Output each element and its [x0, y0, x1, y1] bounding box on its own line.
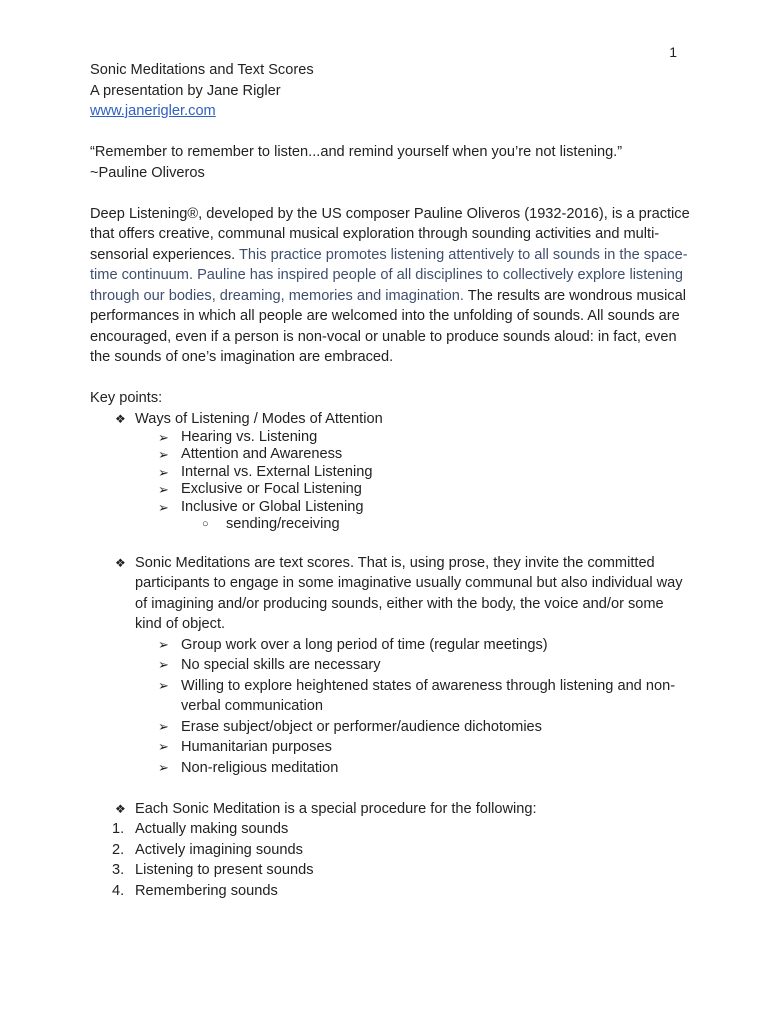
arrow-bullet-icon: ➢ — [158, 657, 169, 673]
list-item: ➢ Humanitarian purposes — [90, 737, 690, 758]
intro-paragraph: Deep Listening®, developed by the US composer Pauline Oliveros (1932-2016), is a practice that offers creative, communal musical exploration through sounding activities and multi-sensorial experiences. This practice promotes listening attentively to all sounds in the space-time continuum. Pauline has inspired people of all disciplines to collectively explore listening through our bodies, dreaming, memories and imagination. The results are wondrous musical performances in which all people are welcomed into the unfolding of sounds. All sounds are encouraged, even if a person is non-vocal or unable to produce sounds aloud: in fact, even the sounds of one’s imagination are embraced. — [90, 205, 690, 365]
bullet-text: Each Sonic Meditation is a special procedure for the following: — [135, 800, 537, 817]
page-number: 1 — [669, 44, 677, 60]
document-subtitle: A presentation by Jane Rigler — [90, 82, 281, 99]
list-item: ➢ Erase subject/object or performer/audience dichotomies — [90, 717, 690, 738]
bullet-ways-of-listening — [90, 409, 690, 430]
list-item: ➢ Attention and Awareness — [158, 446, 343, 463]
list-item: ➢ Hearing vs. Listening — [158, 429, 318, 445]
list-item: ➢ Internal vs. External Listening — [158, 463, 373, 480]
list-subitem: ○ sending/receiving — [202, 516, 340, 533]
diamond-bullet-icon: ❖ — [115, 555, 126, 570]
numbered-item: 4. Remembering sounds — [112, 882, 278, 899]
circle-bullet-icon: ○ — [202, 518, 209, 531]
arrow-bullet-icon: ➢ — [158, 739, 169, 755]
bullet-text: Ways of Listening / Modes of Attention — [135, 410, 383, 427]
list-item: ➢ Inclusive or Global Listening — [158, 498, 364, 515]
list-item: ➢ Non-religious meditation — [90, 758, 690, 779]
arrow-bullet-icon: ➢ — [158, 499, 169, 515]
arrow-bullet-icon: ➢ — [158, 430, 169, 445]
arrow-bullet-icon: ➢ — [158, 759, 169, 775]
numbered-item: 1. Actually making sounds — [112, 821, 289, 838]
document-body — [90, 60, 690, 901]
numbered-item: 2. Actively imagining sounds — [112, 841, 303, 858]
arrow-bullet-icon: ➢ — [158, 677, 169, 693]
list-item: ➢ No special skills are necessary — [90, 655, 690, 676]
numbered-item: 3. Listening to present sounds — [112, 862, 314, 879]
bullet-sonic-meditations — [90, 553, 690, 635]
quote-attribution: ~Pauline Oliveros — [90, 164, 205, 181]
quote-text: “Remember to remember to listen...and remind yourself when you’re not listening.” — [90, 144, 623, 160]
sonic-meditation-features-list — [90, 635, 690, 779]
website-link[interactable]: www.janerigler.com — [90, 103, 216, 119]
arrow-bullet-icon: ➢ — [158, 482, 169, 498]
list-item: ➢ Group work over a long period of time (regular meetings) — [90, 635, 690, 656]
bullet-special-procedure — [90, 799, 690, 820]
diamond-bullet-icon: ❖ — [115, 801, 126, 816]
diamond-bullet-icon: ❖ — [115, 411, 126, 426]
document-title: Sonic Meditations and Text Scores — [90, 62, 314, 78]
key-points-heading: Key points: — [90, 390, 163, 406]
arrow-bullet-icon: ➢ — [158, 636, 169, 652]
procedure-numbered-list — [90, 819, 690, 901]
listening-modes-list — [90, 429, 690, 532]
list-item: ➢ Exclusive or Focal Listening — [158, 481, 362, 498]
bullet-text: Sonic Meditations are text scores. That is, using prose, they invite the committed participants to engage in some imaginative usually communal but also individual way of imagining and/or producing sounds, either with the body, the voice and/or some kind of object. — [135, 554, 683, 633]
arrow-bullet-icon: ➢ — [158, 464, 169, 480]
arrow-bullet-icon: ➢ — [158, 447, 169, 463]
arrow-bullet-icon: ➢ — [158, 718, 169, 734]
list-item: ➢ Willing to explore heightened states of awareness through listening and non-verbal communication — [158, 677, 676, 715]
